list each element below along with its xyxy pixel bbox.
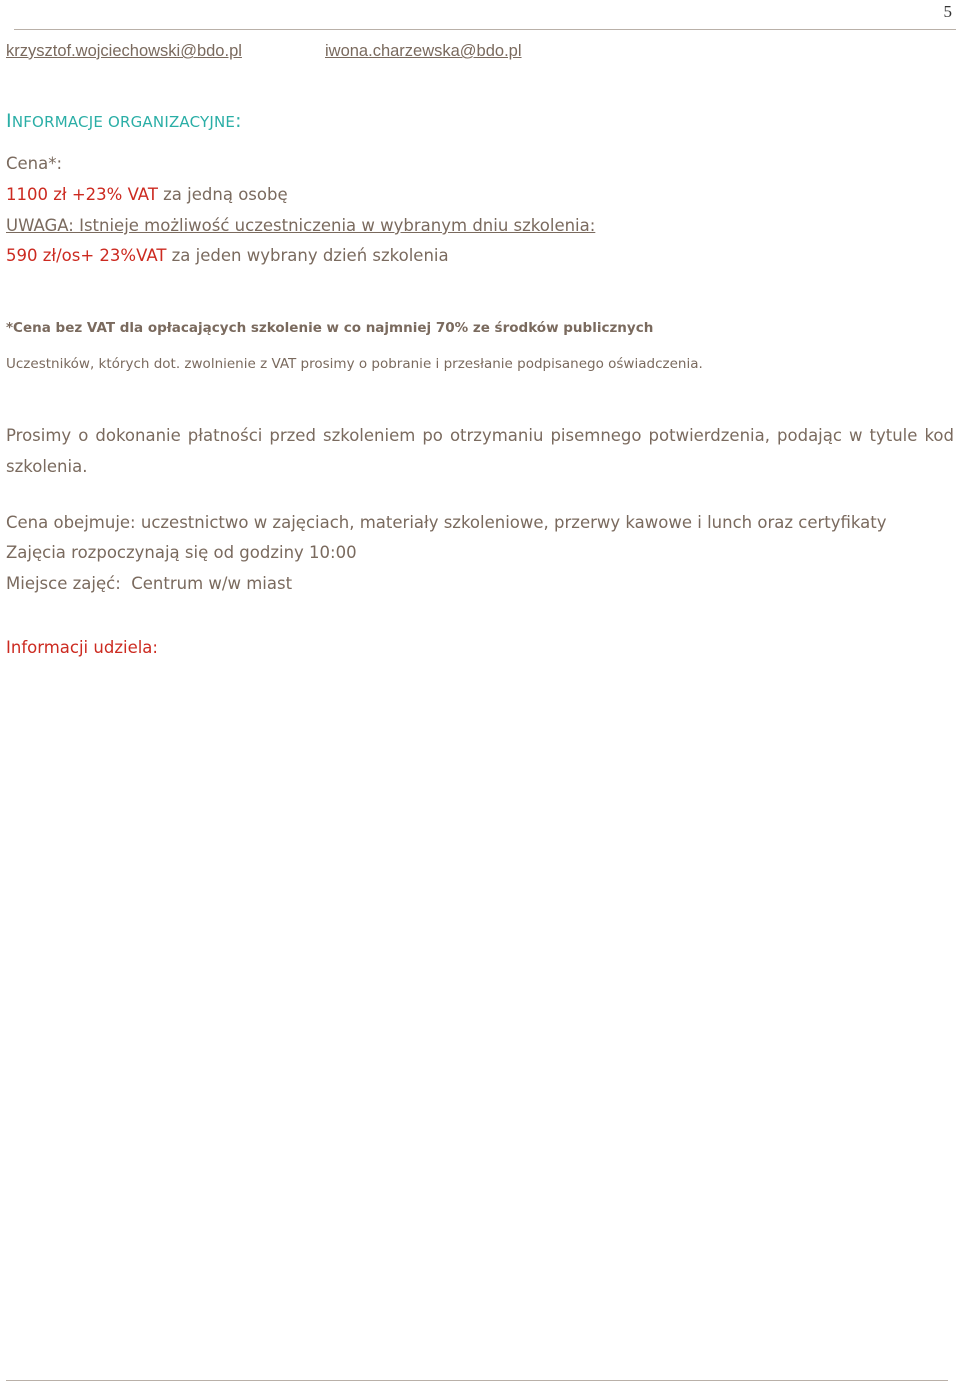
vat-exempt-note: *Cena bez VAT dla opłacających szkolenie w co najmniej 70% ze środków publicznych — [6, 320, 654, 336]
price-line — [6, 185, 288, 204]
price-label: Cena*: — [6, 154, 63, 173]
email-link-krzysztof[interactable]: krzysztof.wojciechowski@bdo.pl — [6, 42, 242, 60]
info-contact-label: Informacji udziela: — [6, 638, 158, 657]
price-includes-line — [6, 513, 887, 532]
payment-paragraph: Prosimy o dokonanie płatności przed szkoleniem po otrzymaniu pisemnego potwierdzenia, podając w tytule kod szkolenia. — [6, 426, 954, 476]
header-divider — [14, 29, 956, 30]
day-price-line — [6, 246, 449, 265]
heading-cap-1: I — [6, 110, 12, 132]
day-option-notice: UWAGA: Istnieje możliwość uczestniczenia w wybranym dniu szkolenia: — [6, 216, 596, 235]
day-price-amount: 590 zł/os+ 23%VAT — [6, 246, 167, 265]
heading-cap-2: ORGANIZACYJNE — [107, 113, 236, 131]
heading-rest-1: NFORMACJE — [11, 113, 108, 131]
place-line — [6, 574, 292, 593]
email-link-iwona[interactable]: iwona.charzewska@bdo.pl — [325, 42, 522, 60]
section-heading — [6, 110, 242, 132]
day-price-suffix: za jeden wybrany dzień szkolenia — [166, 246, 449, 265]
start-time-line: Zajęcia rozpoczynają się od godziny 10:00 — [6, 543, 357, 562]
place-value: Centrum w/w miast — [120, 574, 293, 593]
price-amount: 1100 zł +23% VAT — [6, 185, 158, 204]
price-includes-label: Cena obejmuje: — [6, 513, 136, 532]
footer-divider — [6, 1380, 948, 1381]
vat-statement-note: Uczestników, których dot. zwolnienie z VAT prosimy o pobranie i przesłanie podpisanego oświadczenia. — [6, 356, 703, 372]
price-suffix: za jedną osobę — [157, 185, 288, 204]
place-label: Miejsce zajęć: — [6, 574, 121, 593]
heading-colon: : — [235, 110, 242, 132]
price-includes-value: uczestnictwo w zajęciach, materiały szkoleniowe, przerwy kawowe i lunch oraz certyfikaty — [135, 513, 887, 532]
page-number: 5 — [943, 2, 952, 21]
